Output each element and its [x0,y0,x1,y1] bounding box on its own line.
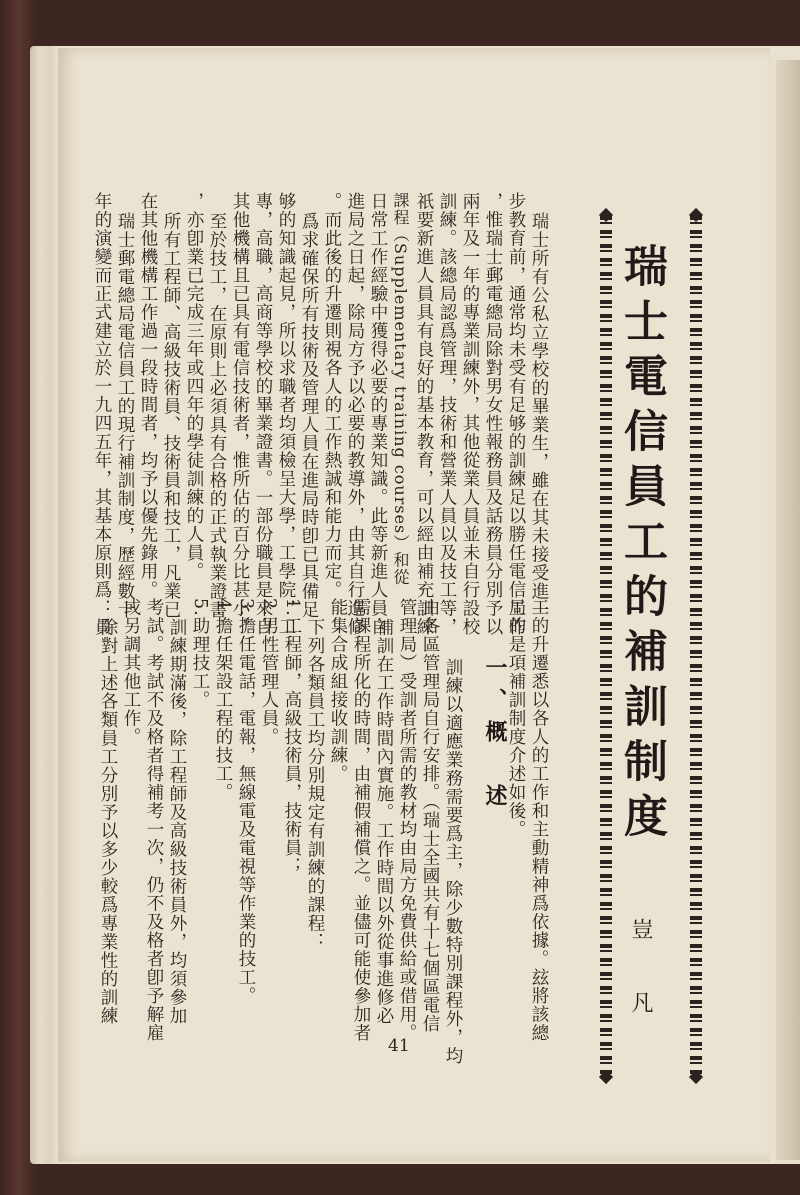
list-item: 5.助理技工。 [190,598,210,710]
text-column: ，亦卽業已完成三年或四年的學徒訓練的人員。 [184,192,204,581]
text-column: 爲求確保所有技術及管理人員在進局時卽已具備足 [299,212,319,619]
text-column: 進局之日起，除局方予以必要的教導外，由其自行進修 [345,192,365,636]
text-column: 訓練以適應業務需要爲主，除少數特別課程外，均 [443,658,463,1065]
article-author: 豈 凡 [628,918,653,1035]
text-column: 步教育前，通常均未受有足够的訓練足以勝任電信工作 [506,192,526,636]
text-column: 局的是項補訓制度介述如後。 [506,598,526,839]
text-column: 在其他機構工作過一段時間者，均予以優先錄用。 [138,192,158,599]
text-column: 瑞士所有公私立學校的畢業生，雖在其未接受進一 [529,212,549,619]
text-column: 。而此後的升遷則視各人的工作熱誠和能力而定。 [322,192,342,599]
text-column: 專，高職，高商等學校的畢業證書。一部份職員是來自 [253,192,273,636]
text-column: 管理局）受訓者所需的教材均由局方免費供給或借用。 [397,598,417,1042]
text-column: 瑞士郵電總局電信員工的現行補訓制度，歷經數十 [115,212,135,619]
text-column: 除對上述各類員工分別予以多少較爲專業性的訓練 [98,618,118,1025]
text-column: 兩年及一年的專業訓練外，其他從業人員並未自行設校 [460,192,480,636]
text-column: 補訓在工作時間內實施。工作時間以外從事進修必 [374,618,394,1025]
text-column: 祇要新進人員具有良好的基本教育，可以經由補充訓練 [414,192,434,636]
section-heading: 一、概 述 [482,656,508,816]
text-column: 所有工程師、高級技術員、技術員和技工，凡業已 [161,212,181,619]
text-column: 工的升遷悉以各人的工作和主動精神爲依據。玆將該總 [529,598,549,1042]
text-column: 或另調其他工作。 [121,598,141,746]
text-column: 下列各類員工均分別規定有訓練的課程： [305,618,325,951]
text-column: 訓練。該總局認爲管理，技術和營業人員以及技工等， [437,192,457,636]
text-column: 年的演變而正式建立於一九四五年，其基本原則爲：員 [92,192,112,636]
left-ornamental-rule [600,216,612,1076]
text-column: 考試。考試不及格者得補考一次，仍不及格者卽予解雇 [144,598,164,1042]
article-title: 瑞士電信員工的補訓制度 [616,243,667,848]
next-page-edge [776,60,800,1160]
list-item: 2.男性管理人員。 [259,598,279,747]
page-number: 41 [388,1036,410,1056]
text-column: 其他機構且已具有電信技術者，惟所佔的百分比甚小。 [230,192,250,636]
text-column: 需課程所化的時間，由補假補償之。並儘可能使參加者 [351,598,371,1042]
text-column: 訓練期滿後，除工程師及高級技術員外，均須參加 [167,618,187,1025]
text-column: 由各區管理局自行安排。（瑞士全國共有十七個區電信 [420,598,440,1034]
text-column: 够的知識起見，所以求職者均須檢呈大學，工學院，工 [276,192,296,636]
list-item: 1.工程師，高級技術員，技術員； [282,598,302,876]
text-column: 課程（Supplementary training courses）和從 [391,192,410,586]
list-item: 3.擔任電話，電報，無線電及電視等作業的技工。 [236,598,256,1006]
text-column: 能集合成組接收訓練。 [328,598,348,783]
text-column: 日常工作經驗中獲得必要的專業知識。此等新進人員自 [368,192,388,636]
list-item: 4.擔任架設工程的技工。 [213,598,233,802]
text-column: ，惟瑞士郵電總局除對男女性報務員及話務員分別予以 [483,192,503,636]
text-column: 至於技工，在原則上必須具有合格的正式執業證書 [207,212,227,619]
right-ornamental-rule [690,216,702,1076]
